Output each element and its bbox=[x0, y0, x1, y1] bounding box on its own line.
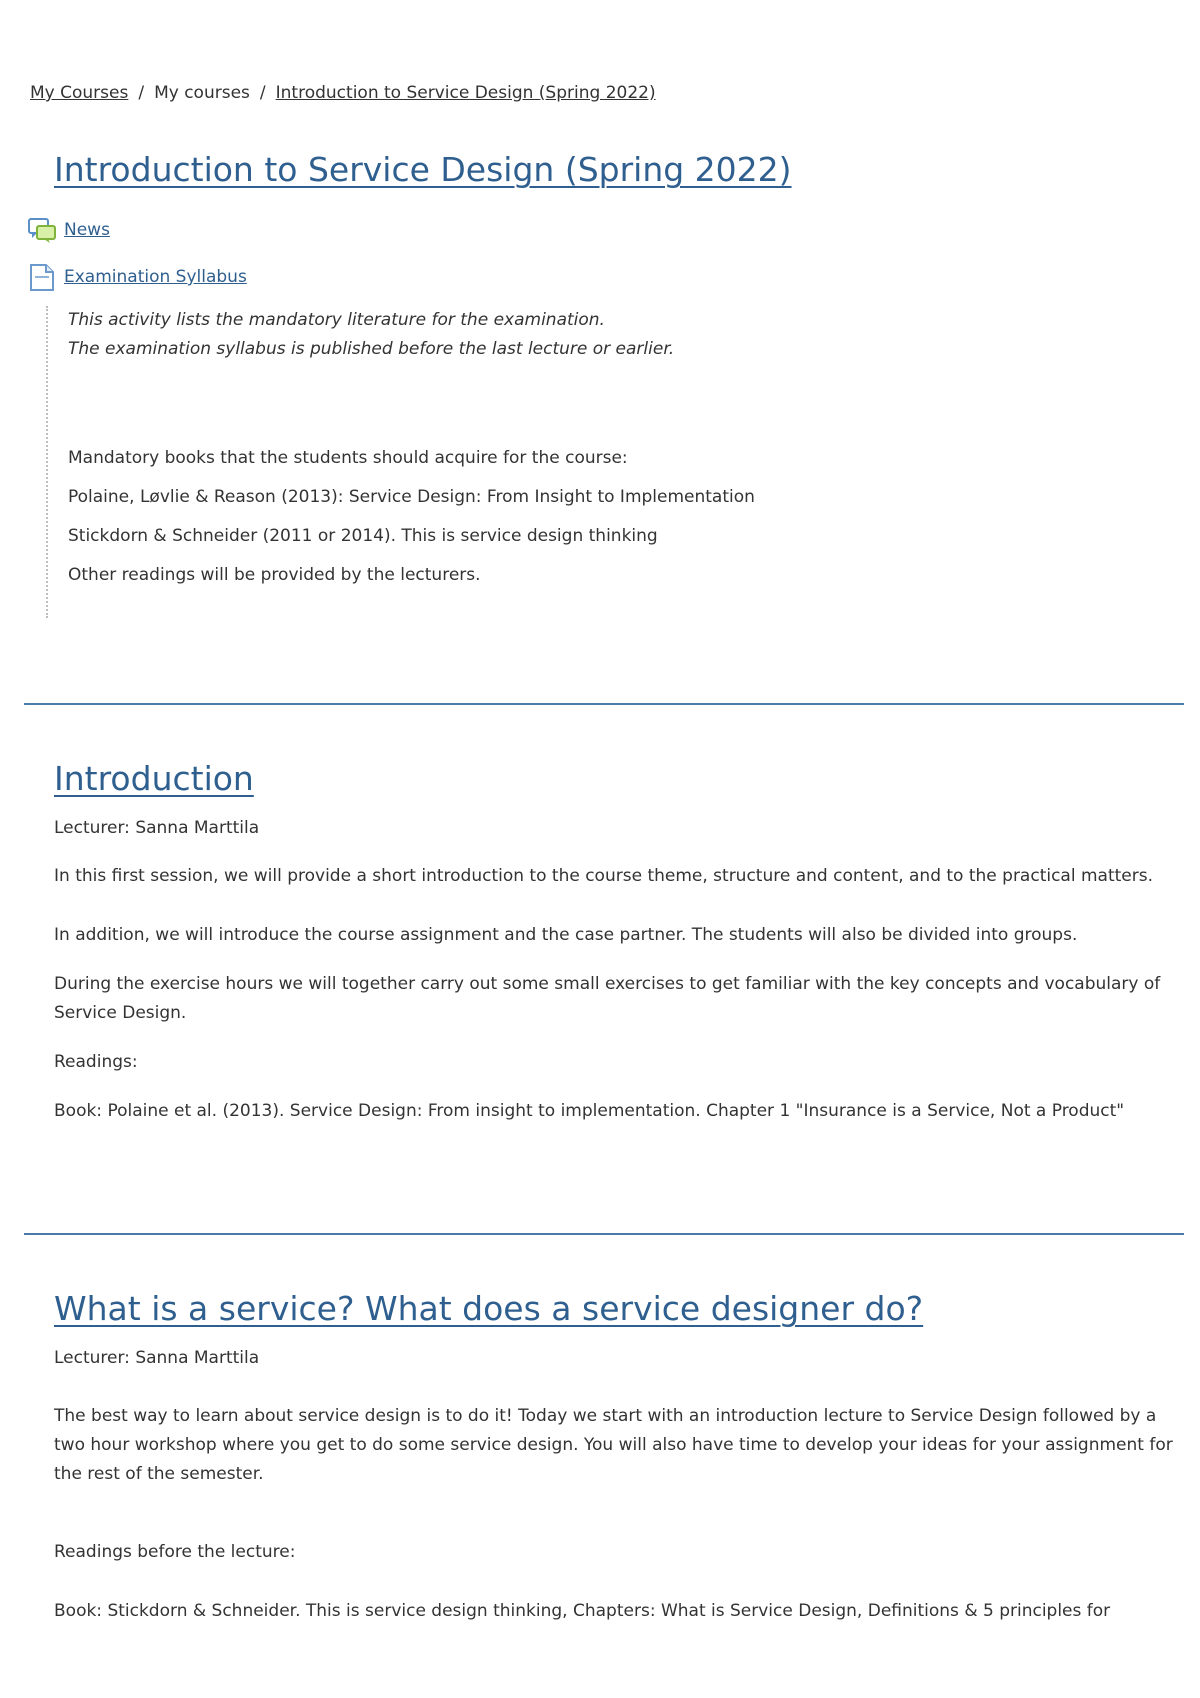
activity-news-label[interactable]: News bbox=[64, 220, 110, 240]
breadcrumb-my-courses-link[interactable]: My Courses bbox=[30, 83, 129, 103]
section-lecturer: Lecturer: Sanna Marttila bbox=[54, 1348, 260, 1368]
section-title-what-is-a-service[interactable]: What is a service? What does a service designer do? bbox=[54, 1289, 924, 1328]
breadcrumb-separator: / bbox=[259, 83, 266, 103]
section-paragraph: During the exercise hours we will together carry out some small exercises to get familiar with the key concepts and vocabulary of Service Design. bbox=[54, 974, 1161, 1023]
page-icon bbox=[28, 263, 56, 291]
section-title-introduction[interactable]: Introduction bbox=[54, 759, 254, 798]
forum-icon bbox=[28, 216, 56, 244]
breadcrumb bbox=[30, 83, 656, 103]
syllabus-book-1: Polaine, Løvlie & Reason (2013): Service Design: From Insight to Implementation bbox=[68, 487, 755, 507]
activity-news[interactable] bbox=[28, 216, 110, 244]
section-divider bbox=[24, 703, 1184, 705]
syllabus-other-readings: Other readings will be provided by the lecturers. bbox=[68, 565, 481, 585]
section-readings-label: Readings: bbox=[54, 1052, 138, 1072]
syllabus-intro-line-2: The examination syllabus is published before the last lecture or earlier. bbox=[68, 339, 675, 359]
syllabus-books-heading: Mandatory books that the students should acquire for the course: bbox=[68, 448, 628, 468]
activity-examination-syllabus[interactable] bbox=[28, 263, 247, 291]
syllabus-intro-line-1: This activity lists the mandatory literature for the examination. bbox=[68, 310, 605, 330]
activity-description bbox=[46, 306, 808, 618]
section-reading: Book: Stickdorn & Schneider. This is service design thinking, Chapters: What is Service Design, Definitions & 5 principles for bbox=[54, 1601, 1111, 1621]
breadcrumb-my-courses-text: My courses bbox=[154, 83, 250, 103]
breadcrumb-course-link[interactable]: Introduction to Service Design (Spring 2022) bbox=[275, 83, 656, 103]
section-paragraph: In addition, we will introduce the course assignment and the case partner. The students will also be divided into groups. bbox=[54, 925, 1078, 945]
breadcrumb-separator: / bbox=[138, 83, 145, 103]
syllabus-book-2: Stickdorn & Schneider (2011 or 2014). This is service design thinking bbox=[68, 526, 658, 546]
activity-examination-syllabus-label[interactable]: Examination Syllabus bbox=[64, 267, 247, 287]
section-lecturer: Lecturer: Sanna Marttila bbox=[54, 818, 260, 838]
section-paragraph: In this first session, we will provide a short introduction to the course theme, structure and content, and to the practical matters. bbox=[54, 866, 1153, 886]
page-title[interactable]: Introduction to Service Design (Spring 2022) bbox=[54, 150, 792, 189]
section-divider bbox=[24, 1233, 1184, 1235]
section-reading: Book: Polaine et al. (2013). Service Design: From insight to implementation. Chapter 1 "Insurance is a Service, Not a Product" bbox=[54, 1101, 1125, 1121]
section-paragraph: The best way to learn about service design is to do it! Today we start with an introduction lecture to Service Design followed by a two hour workshop where you get to do some service design. You will also have time to develop your ideas for your assignment for the rest of the semester. bbox=[54, 1406, 1173, 1484]
section-readings-label: Readings before the lecture: bbox=[54, 1542, 296, 1562]
